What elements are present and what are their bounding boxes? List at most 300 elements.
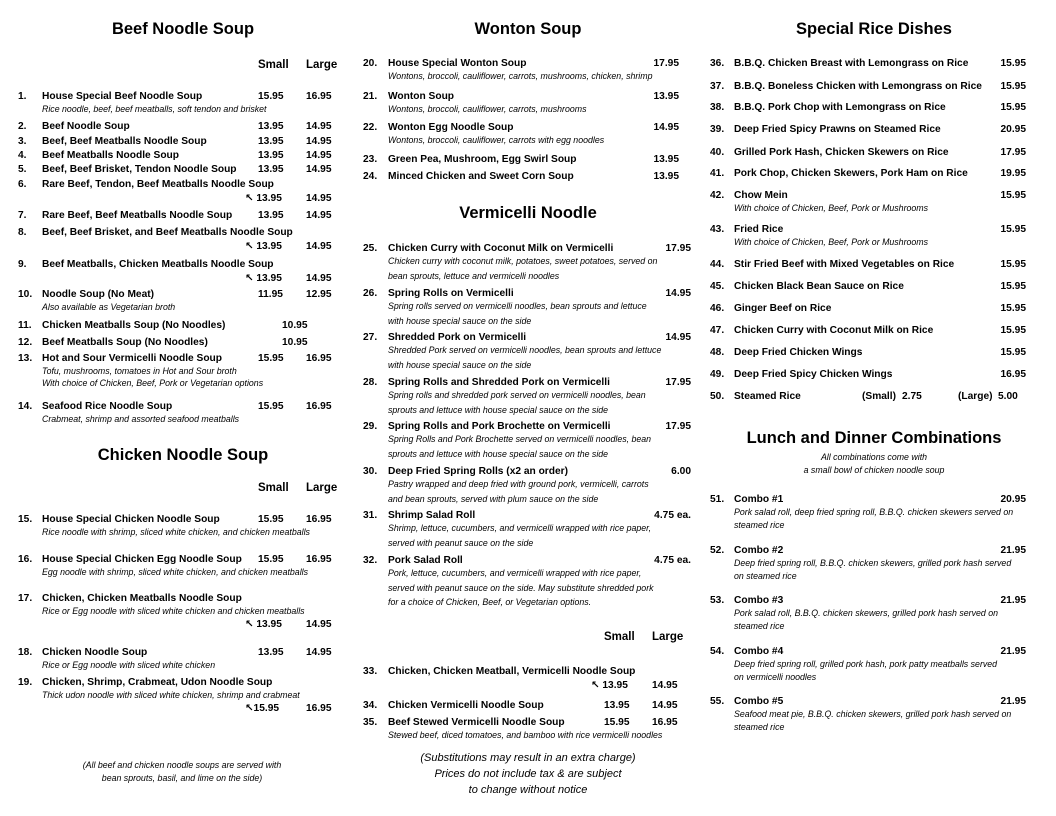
price-row <box>18 703 338 715</box>
item-number: 12. <box>18 337 33 348</box>
item-name: Spring Rolls on Vermicelli <box>388 288 514 299</box>
menu-item <box>710 224 1026 236</box>
footnote-line: to change without notice <box>468 784 588 796</box>
large-price: 16.95 <box>306 353 332 364</box>
menu-item <box>710 259 1026 271</box>
item-name: Green Pea, Mushroom, Egg Swirl Soup <box>388 154 577 165</box>
item-description: Deep fried spring roll, B.B.Q. chicken skewers, grilled pork hash served <box>734 558 1012 568</box>
item-number: 15. <box>18 514 33 525</box>
item-number: 5. <box>18 164 27 175</box>
menu-item <box>363 288 691 300</box>
item-price: 4.75 ea. <box>654 510 691 521</box>
item-name: Chicken Curry with Coconut Milk on Vermicelli <box>388 243 614 254</box>
item-number: 37. <box>710 81 725 92</box>
item-number: 20. <box>363 58 378 69</box>
small-price: 15.95 <box>258 353 284 364</box>
item-name: Minced Chicken and Sweet Corn Soup <box>388 171 574 182</box>
item-name: Shredded Pork on Vermicelli <box>388 332 527 343</box>
small-price: 15.95 <box>258 554 284 565</box>
item-name: Seafood Rice Noodle Soup <box>42 401 173 412</box>
small-price: 15.95 <box>258 401 284 412</box>
menu-item-steamed-rice <box>710 391 1030 403</box>
small-price: ↖ 13.95 <box>245 193 282 204</box>
item-name: Combo #3 <box>734 595 784 606</box>
small-price: 15.95 <box>604 717 630 728</box>
item-name: Beef Meatballs, Chicken Meatballs Noodle Soup <box>42 259 274 270</box>
item-description: Rice or Egg noodle with sliced white chicken and chicken meatballs <box>42 606 305 616</box>
item-name: Rare Beef, Tendon, Beef Meatballs Noodle Soup <box>42 179 274 190</box>
item-description: Wontons, broccoli, cauliflower, carrots, mushrooms, chicken, shrimp <box>388 71 653 81</box>
item-name: House Special Wonton Soup <box>388 58 527 69</box>
item-number: 17. <box>18 593 33 604</box>
item-number: 21. <box>363 91 378 102</box>
item-name: Deep Fried Chicken Wings <box>734 347 863 358</box>
item-number: 36. <box>710 58 725 69</box>
large-price: 14.95 <box>306 150 332 161</box>
item-number: 38. <box>710 102 725 113</box>
large-price: 14.95 <box>306 193 332 204</box>
menu-item <box>18 593 338 605</box>
item-description: With choice of Chicken, Beef, Pork or Vegetarian options <box>42 378 264 388</box>
item-name: House Special Chicken Egg Noodle Soup <box>42 554 242 565</box>
item-price: 21.95 <box>1000 696 1026 707</box>
item-price: 16.95 <box>1000 369 1026 380</box>
item-price: 17.95 <box>665 377 691 388</box>
large-price: 14.95 <box>306 647 332 658</box>
footnote-prices <box>363 750 693 798</box>
large-price: 16.95 <box>306 401 332 412</box>
menu-item <box>363 122 679 134</box>
menu-item <box>710 696 1026 708</box>
item-name: Beef, Beef Meatballs Noodle Soup <box>42 136 207 147</box>
item-name: Shrimp Salad Roll <box>388 510 476 521</box>
item-name: House Special Beef Noodle Soup <box>42 91 203 102</box>
menu-item <box>363 421 691 433</box>
menu-item <box>710 369 1026 381</box>
menu-item <box>363 510 691 522</box>
item-description: Thick udon noodle with sliced white chicken, shrimp and crabmeat <box>42 690 300 700</box>
item-description: with house special sauce on the side <box>388 359 532 370</box>
large-price: 12.95 <box>306 289 332 300</box>
large-price: 14.95 <box>652 700 678 711</box>
item-description: Spring rolls and shredded pork served on vermicelli noodles, bean <box>388 390 646 400</box>
large-price: 16.95 <box>306 703 332 714</box>
item-description: served with peanut sauce on the side <box>388 537 534 548</box>
item-name: Chicken Noodle Soup <box>42 647 148 658</box>
menu-item <box>18 164 338 176</box>
footnote-line: bean sprouts, basil, and lime on the side) <box>101 773 263 783</box>
menu-item <box>18 647 338 659</box>
item-name: B.B.Q. Chicken Breast with Lemongrass on Rice <box>734 58 969 69</box>
menu-item <box>363 377 691 389</box>
item-name: Stir Fried Beef with Mixed Vegetables on Rice <box>734 259 955 270</box>
item-number: 35. <box>363 717 378 728</box>
price-row <box>18 241 338 253</box>
item-description: for a choice of Chicken, Beef, or Vegetarian options. <box>388 597 592 608</box>
menu-item <box>363 171 679 183</box>
menu-item <box>710 281 1026 293</box>
menu-item <box>710 494 1026 506</box>
large-price: 16.95 <box>306 514 332 525</box>
subtitle-line: a small bowl of chicken noodle soup <box>803 465 945 475</box>
menu-item <box>18 91 338 103</box>
section-title-combos: Lunch and Dinner Combinations <box>746 429 1002 447</box>
item-name: Chicken, Chicken Meatball, Vermicelli Noodle Soup <box>388 666 636 677</box>
item-number: 40. <box>710 147 725 158</box>
item-number: 23. <box>363 154 378 165</box>
menu-item <box>18 210 338 222</box>
item-number: 42. <box>710 190 725 201</box>
item-description: Spring Rolls and Pork Brochette served on vermicelli noodles, bean <box>388 434 652 444</box>
item-number: 48. <box>710 347 725 358</box>
item-name: Chicken, Shrimp, Crabmeat, Udon Noodle Soup <box>42 677 273 688</box>
small-price: 13.95 <box>258 150 284 161</box>
small-price: 15.95 <box>258 91 284 102</box>
item-price: 10.95 <box>282 337 308 348</box>
item-description: Wontons, broccoli, cauliflower, carrots with egg noodles <box>388 135 605 145</box>
item-price: 19.95 <box>1000 168 1026 179</box>
price-row <box>363 680 691 692</box>
item-description: Rice noodle, beef, beef meatballs, soft tendon and brisket <box>42 104 267 114</box>
item-number: 8. <box>18 227 27 238</box>
item-price: 21.95 <box>1000 545 1026 556</box>
item-number: 44. <box>710 259 725 270</box>
item-name: Combo #2 <box>734 545 784 556</box>
item-name: Chicken Curry with Coconut Milk on Rice <box>734 325 934 336</box>
item-description: Pastry wrapped and deep fried with ground pork, vermicelli, carrots <box>388 479 649 489</box>
menu-item <box>710 646 1026 658</box>
item-name: Chicken, Chicken Meatballs Noodle Soup <box>42 593 242 604</box>
price-row <box>18 619 338 631</box>
menu-item <box>363 58 679 70</box>
menu-item <box>18 401 338 413</box>
item-price: 20.95 <box>1000 124 1026 135</box>
item-description: Rice noodle with shrimp, sliced white chicken, and chicken meatballs <box>42 527 310 537</box>
menu-item <box>710 303 1026 315</box>
section-title-rice: Special Rice Dishes <box>796 20 952 38</box>
item-description: on vermicelli noodles <box>734 672 817 682</box>
item-name: Pork Salad Roll <box>388 555 463 566</box>
menu-item <box>363 466 691 478</box>
item-description: with house special sauce on the side <box>388 315 532 326</box>
menu-item <box>710 595 1026 607</box>
menu-item <box>18 227 338 239</box>
size-large-header: Large <box>652 631 684 643</box>
item-description: Rice or Egg noodle with sliced white chicken <box>42 660 216 670</box>
item-number: 22. <box>363 122 378 133</box>
item-price: 15.95 <box>1000 281 1026 292</box>
item-description: bean sprouts, lettuce and vermicelli noodles <box>388 270 560 281</box>
item-description: steamed rice <box>734 520 785 530</box>
item-price: 14.95 <box>665 288 691 299</box>
item-number: 26. <box>363 288 378 299</box>
large-price: 14.95 <box>306 619 332 630</box>
small-price: 13.95 <box>258 210 284 221</box>
item-number: 6. <box>18 179 27 190</box>
menu-item <box>710 545 1026 557</box>
item-name: Spring Rolls and Shredded Pork on Vermicelli <box>388 377 610 388</box>
item-price: 21.95 <box>1000 646 1026 657</box>
item-name: Beef Stewed Vermicelli Noodle Soup <box>388 717 565 728</box>
item-description: With choice of Chicken, Beef, Pork or Mushrooms <box>734 203 929 213</box>
menu-item <box>710 147 1026 159</box>
item-name: Fried Rice <box>734 224 784 235</box>
item-description: Chicken curry with coconut milk, potatoes, sweet potatoes, served on <box>388 256 658 266</box>
item-price: 4.75 ea. <box>654 555 691 566</box>
large-price: 14.95 <box>306 164 332 175</box>
small-price: 2.75 <box>902 391 922 402</box>
small-price: ↖15.95 <box>245 703 280 714</box>
footnote-line: Prices do not include tax & are subject <box>434 768 622 780</box>
small-price: ↖ 13.95 <box>245 241 282 252</box>
small-price: ↖ 13.95 <box>245 273 282 284</box>
item-name: Grilled Pork Hash, Chicken Skewers on Rice <box>734 147 949 158</box>
item-name: Beef Noodle Soup <box>42 121 130 132</box>
item-number: 28. <box>363 377 378 388</box>
size-large-header: Large <box>306 59 338 71</box>
item-price: 17.95 <box>665 243 691 254</box>
large-price: 14.95 <box>306 121 332 132</box>
item-name: Spring Rolls and Pork Brochette on Vermicelli <box>388 421 611 432</box>
menu-item <box>710 102 1026 114</box>
item-name: Wonton Soup <box>388 91 455 102</box>
item-number: 24. <box>363 171 378 182</box>
menu-item <box>363 91 679 103</box>
item-number: 25. <box>363 243 378 254</box>
item-name: Ginger Beef on Rice <box>734 303 832 314</box>
item-description: With choice of Chicken, Beef, Pork or Mushrooms <box>734 237 929 247</box>
footnote-line: (All beef and chicken noodle soups are served with <box>82 760 282 770</box>
menu-item <box>18 514 338 526</box>
menu-item <box>18 179 338 191</box>
small-price: 15.95 <box>258 514 284 525</box>
item-name: Chicken Black Bean Sauce on Rice <box>734 281 904 292</box>
item-number: 2. <box>18 121 27 132</box>
item-description: Egg noodle with shrimp, sliced white chicken, and chicken meatballs <box>42 567 308 577</box>
item-name: Combo #5 <box>734 696 784 707</box>
item-number: 33. <box>363 666 378 677</box>
small-price: 13.95 <box>258 647 284 658</box>
item-name: Combo #1 <box>734 494 784 505</box>
size-small-header: Small <box>604 631 635 643</box>
item-name: Steamed Rice <box>734 391 801 402</box>
item-price: 15.95 <box>1000 325 1026 336</box>
large-price: 16.95 <box>306 91 332 102</box>
item-name: B.B.Q. Pork Chop with Lemongrass on Rice <box>734 102 946 113</box>
menu-item <box>710 347 1026 359</box>
item-price: 15.95 <box>1000 303 1026 314</box>
item-price: 21.95 <box>1000 595 1026 606</box>
item-number: 45. <box>710 281 725 292</box>
large-price: 16.95 <box>306 554 332 565</box>
section-title-beef: Beef Noodle Soup <box>111 20 255 38</box>
large-label: (Large) <box>958 391 993 402</box>
item-description: steamed rice <box>734 621 785 631</box>
large-price: 14.95 <box>306 273 332 284</box>
item-name: House Special Chicken Noodle Soup <box>42 514 220 525</box>
small-price: 13.95 <box>258 164 284 175</box>
item-number: 29. <box>363 421 378 432</box>
menu-item <box>363 700 691 712</box>
item-description: Shrimp, lettuce, cucumbers, and vermicelli wrapped with rice paper, <box>388 523 652 533</box>
item-description: Wontons, broccoli, cauliflower, carrots, mushrooms <box>388 104 587 114</box>
item-name: Hot and Sour Vermicelli Noodle Soup <box>42 353 223 364</box>
item-description: Pork, lettuce, cucumbers, and vermicelli wrapped with rice paper, <box>388 568 642 578</box>
item-name: Deep Fried Spicy Chicken Wings <box>734 369 893 380</box>
item-price: 15.95 <box>1000 81 1026 92</box>
item-price: 17.95 <box>665 421 691 432</box>
menu-item <box>710 168 1026 180</box>
menu-item <box>710 81 1026 93</box>
section-title-vermicelli: Vermicelli Noodle <box>459 204 597 222</box>
menu-item <box>363 666 691 678</box>
menu-item <box>18 150 338 162</box>
item-name: Wonton Egg Noodle Soup <box>388 122 514 133</box>
item-number: 46. <box>710 303 725 314</box>
item-number: 30. <box>363 466 378 477</box>
item-description: Deep fried spring roll, grilled pork hash, pork patty meatballs served <box>734 659 998 669</box>
menu-item <box>18 320 338 332</box>
item-name: Beef, Beef Brisket, and Beef Meatballs Noodle Soup <box>42 227 293 238</box>
menu-item <box>363 154 679 166</box>
small-price: 11.95 <box>258 289 283 300</box>
item-price: 13.95 <box>653 154 679 165</box>
menu-item <box>710 325 1026 337</box>
item-description: Stewed beef, diced tomatoes, and bamboo with rice vermicelli noodles <box>388 730 663 740</box>
item-name: Beef, Beef Brisket, Tendon Noodle Soup <box>42 164 237 175</box>
menu-item <box>18 353 338 365</box>
column-rice-combos <box>710 0 1045 816</box>
item-description: and bean sprouts, served with plum sauce on the side <box>388 493 599 504</box>
item-number: 47. <box>710 325 725 336</box>
item-number: 55. <box>710 696 725 707</box>
small-price: ↖ 13.95 <box>591 680 628 691</box>
item-price: 6.00 <box>671 466 691 477</box>
item-number: 19. <box>18 677 33 688</box>
menu-item <box>18 121 338 133</box>
item-name: Beef Meatballs Noodle Soup <box>42 150 179 161</box>
item-name: Rare Beef, Beef Meatballs Noodle Soup <box>42 210 233 221</box>
menu-item <box>363 332 691 344</box>
large-price: 5.00 <box>998 391 1018 402</box>
item-number: 13. <box>18 353 33 364</box>
item-description: Pork salad roll, deep fried spring roll, B.B.Q. chicken skewers served on <box>734 507 1014 517</box>
item-number: 1. <box>18 91 27 102</box>
item-description: Crabmeat, shrimp and assorted seafood meatballs <box>42 414 240 424</box>
item-name: Beef Meatballs Soup (No Noodles) <box>42 337 208 348</box>
item-number: 27. <box>363 332 378 343</box>
item-price: 15.95 <box>1000 259 1026 270</box>
size-small-header: Small <box>258 59 289 71</box>
item-price: 14.95 <box>665 332 691 343</box>
item-price: 15.95 <box>1000 190 1026 201</box>
item-number: 49. <box>710 369 725 380</box>
large-price: 16.95 <box>652 717 678 728</box>
item-name: Deep Fried Spicy Prawns on Steamed Rice <box>734 124 941 135</box>
menu-item <box>710 190 1026 202</box>
item-description: steamed rice <box>734 722 785 732</box>
item-name: Pork Chop, Chicken Skewers, Pork Ham on Rice <box>734 168 968 179</box>
menu-item <box>18 259 338 271</box>
item-price: 15.95 <box>1000 58 1026 69</box>
item-number: 14. <box>18 401 33 412</box>
menu-item <box>18 289 338 301</box>
item-price: 14.95 <box>653 122 679 133</box>
item-description: on steamed rice <box>734 571 797 581</box>
size-small-header: Small <box>258 482 289 494</box>
item-description: sprouts and lettuce with house special sauce on the side <box>388 404 609 415</box>
column-soups <box>18 0 338 816</box>
item-name: Chicken Meatballs Soup (No Noodles) <box>42 320 226 331</box>
section-title-wonton: Wonton Soup <box>474 20 582 38</box>
price-row <box>18 273 338 285</box>
item-price: 15.95 <box>1000 102 1026 113</box>
item-name: Chicken Vermicelli Noodle Soup <box>388 700 544 711</box>
item-number: 4. <box>18 150 27 161</box>
item-price: 13.95 <box>653 91 679 102</box>
item-number: 16. <box>18 554 33 565</box>
item-number: 54. <box>710 646 725 657</box>
item-number: 53. <box>710 595 725 606</box>
menu-item <box>18 337 338 349</box>
item-description: Shredded Pork served on vermicelli noodles, bean sprouts and lettuce <box>388 345 662 355</box>
item-description: Pork salad roll, B.B.Q. chicken skewers, grilled pork hash served on <box>734 608 999 618</box>
footnote-line: (Substitutions may result in an extra charge) <box>420 752 636 764</box>
item-number: 7. <box>18 210 27 221</box>
item-price: 15.95 <box>1000 347 1026 358</box>
small-price: 13.95 <box>604 700 630 711</box>
item-price: 10.95 <box>282 320 308 331</box>
item-name: Chow Mein <box>734 190 788 201</box>
menu-item <box>363 717 691 729</box>
menu-item <box>363 555 691 567</box>
item-price: 15.95 <box>1000 224 1026 235</box>
menu-item <box>18 677 338 689</box>
item-number: 11. <box>18 320 32 331</box>
menu-item <box>363 243 691 255</box>
item-name: Noodle Soup (No Meat) <box>42 289 155 300</box>
large-price: 14.95 <box>306 136 332 147</box>
small-price: 13.95 <box>258 136 284 147</box>
item-number: 41. <box>710 168 725 179</box>
item-number: 52. <box>710 545 725 556</box>
item-description: served with peanut sauce on the side. May substitute shredded pork <box>388 582 654 593</box>
item-number: 50. <box>710 391 725 402</box>
item-name: B.B.Q. Boneless Chicken with Lemongrass on Rice <box>734 81 982 92</box>
menu-item <box>18 554 338 566</box>
item-description: sprouts and lettuce with house special sauce on the side <box>388 448 609 459</box>
item-description: Also available as Vegetarian broth <box>42 302 176 312</box>
item-number: 18. <box>18 647 33 658</box>
small-price: ↖ 13.95 <box>245 619 282 630</box>
item-name: Deep Fried Spring Rolls (x2 an order) <box>388 466 569 477</box>
large-price: 14.95 <box>306 241 332 252</box>
item-number: 3. <box>18 136 27 147</box>
item-price: 17.95 <box>1000 147 1026 158</box>
item-name: Combo #4 <box>734 646 784 657</box>
item-number: 43. <box>710 224 725 235</box>
menu-item <box>710 58 1026 70</box>
subtitle-line: All combinations come with <box>820 452 928 462</box>
price-row <box>18 193 338 205</box>
size-large-header: Large <box>306 482 338 494</box>
item-number: 31. <box>363 510 378 521</box>
small-price: 13.95 <box>258 121 284 132</box>
item-number: 39. <box>710 124 725 135</box>
item-price: 13.95 <box>653 171 679 182</box>
footnote-soups <box>18 759 346 785</box>
column-wonton-vermicelli <box>363 0 698 816</box>
